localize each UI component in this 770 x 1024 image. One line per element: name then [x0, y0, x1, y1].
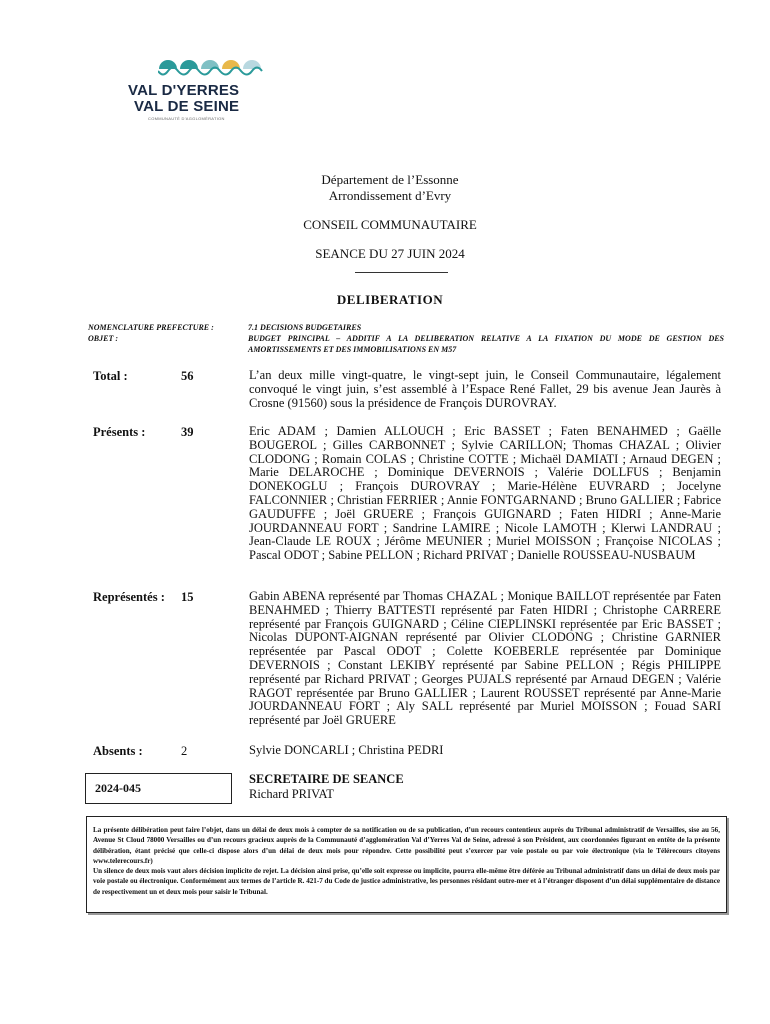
presents-list: Eric ADAM ; Damien ALLOUCH ; Eric BASSET ; Faten BENAHMED ; Gaëlle BOUGEROL ; Gilles CARBONNET ; Sylvie CARILLON; Thomas CHAZAL ; Olivier CLODONG ; Romain COLAS ; Christine COTTE ; Michaël DAMIATI ; Arnaud DEGEN ; Marie DELAROCHE ; Dominique DEVERNOIS ; Valérie DOLLFUS ; Benjamin DONEKOGLU ; François DUROVRAY ; Marie-Hélène EUVRARD ; Jocelyne FALCONNIER ; Christian FERRIER ; Annie FONTGARNAND ; Bruno GALLIER ; Fabrice GAUDUFFE ; Joël GRUERE ; François GUIGNARD ; Faten HIDRI ; Anne-Marie JOURDANNEAU FORT ; Sandrine LAMIRE ; Nicole LAMOTH ; Klerwi LANDRAU ; Jean-Claude LE ROUX ; Jérôme MEUNIER ; Muriel MOISSON ; Françoise NICOLAS ; Pascal ODOT ; Sabine PELLON ; Richard PRIVAT ; Danielle ROUSSEAU-NUSBAUM [249, 424, 721, 563]
absents-label: Absents : [93, 744, 143, 758]
departement-line: Département de l’Essonne [321, 172, 459, 187]
logo-waves-icon [158, 58, 278, 80]
objet-labels [88, 322, 214, 344]
absents-count: 2 [181, 744, 188, 758]
presents-count: 39 [181, 425, 194, 439]
objet-value: BUDGET PRINCIPAL – ADDITIF A LA DELIBERATION RELATIVE A LA FIXATION DU MODE DE GESTION DES AMORTISSEMENTS ET DES IMMOBILISATIONS EN M57 [248, 334, 724, 354]
deliberation-number: 2024-045 [95, 781, 141, 795]
nomenclature-label: NOMENCLATURE PREFECTURE : [88, 323, 214, 332]
presents-label: Présents : [93, 425, 146, 439]
arrondissement-line: Arrondissement d’Evry [328, 188, 452, 203]
logo-line-1: VAL D'YERRES [128, 82, 240, 99]
objet-content [248, 322, 724, 355]
divider [355, 272, 448, 273]
secretaire-title: SECRETAIRE DE SEANCE [249, 772, 404, 786]
objet-label: OBJET : [88, 334, 118, 343]
logo-line-2: VAL DE SEINE [134, 98, 240, 115]
secretaire-name: Richard PRIVAT [249, 787, 334, 801]
absents-list: Sylvie DONCARLI ; Christina PEDRI [249, 743, 444, 757]
representes-count: 15 [181, 590, 194, 604]
nomenclature-value: 7.1 DECISIONS BUDGETAIRES [248, 323, 362, 332]
notice-paragraph-1: La présente délibération peut faire l’objet, dans un délai de deux mois à compter de sa notification ou de sa publication, d’un recours contentieux auprès du Tribunal administratif de Versailles, sise au 56, Avenue St Cloud 78000 Versailles ou d’un recours gracieux auprès de la Communauté d’agglomération Val d’Yerres Val de Seine, adressé à son Président, aux coordonnées figurant en entête de la présente délibération, étant précisé que celle-ci dispose alors d’un délai de deux mois pour répondre. Cette possibilité peut s’exercer par voie postale ou par voie électronique (via le Télérecours citoyens www.telerecours.fr) [93, 826, 720, 865]
logo [128, 58, 278, 126]
legal-notice [86, 816, 727, 913]
conseil-title: CONSEIL COMMUNAUTAIRE [303, 217, 477, 232]
representes-list: Gabin ABENA représenté par Thomas CHAZAL ; Monique BAILLOT représentée par Faten BENAHMED ; Thierry BATTESTI représenté par Faten HIDRI ; Christophe CARRERE représenté par François GUIGNARD ; Céline CIEPLINSKI représentée par Eric BASSET ; Nicolas DUPONT-AIGNAN représenté par Olivier CLODONG ; Christine GARNIER représentée par Pascal ODOT ; Colette KOEBERLE représentée par Dominique DEVERNOIS ; Constant LEKIBY représenté par Sabine PELLON ; Régis PHILIPPE représenté par Richard PRIVAT ; Georges PUJALS représenté par Arnaud DEGEN ; Valérie RAGOT représentée par Bruno GALLIER ; Laurent ROUSSET représenté par Anne-Marie JOURDANNEAU FORT ; Aly SALL représenté par Muriel MOISSON ; Fouad SARI représenté par Joël GRUERE [249, 589, 721, 728]
deliberation-heading: DELIBERATION [336, 292, 444, 307]
logo-tagline: COMMUNAUTÉ D'AGGLOMÉRATION [148, 116, 225, 121]
total-label: Total : [93, 369, 128, 383]
deliberation-number-box [85, 773, 232, 804]
representes-label: Représentés : [93, 590, 165, 604]
seance-date: SEANCE DU 27 JUIN 2024 [315, 246, 465, 261]
total-count: 56 [181, 369, 194, 383]
notice-paragraph-2: Un silence de deux mois vaut alors décision implicite de rejet. La décision ainsi prise, qu’elle soit expresse ou implicite, pourra elle-même être déférée au Tribunal administratif dans un délai de deux mois par voie postale ou électronique. Conformément aux termes de l’article R. 421-7 du Code de justice administrative, les personnes résidant outre-mer et à l’étranger disposent d’un délai supplémentaire de distance de respectivement un et deux mois pour saisir le Tribunal. [93, 867, 720, 896]
header-departement [0, 172, 770, 204]
total-text: L’an deux mille vingt-quatre, le vingt-sept juin, le Conseil Communautaire, légalement convoqué le vingt juin, s’est assemblé à l’Espace René Fallet, 29 bis avenue Jean Jaurès à Crosne (91560) sous la présidence de François DUROVRAY. [249, 368, 721, 410]
